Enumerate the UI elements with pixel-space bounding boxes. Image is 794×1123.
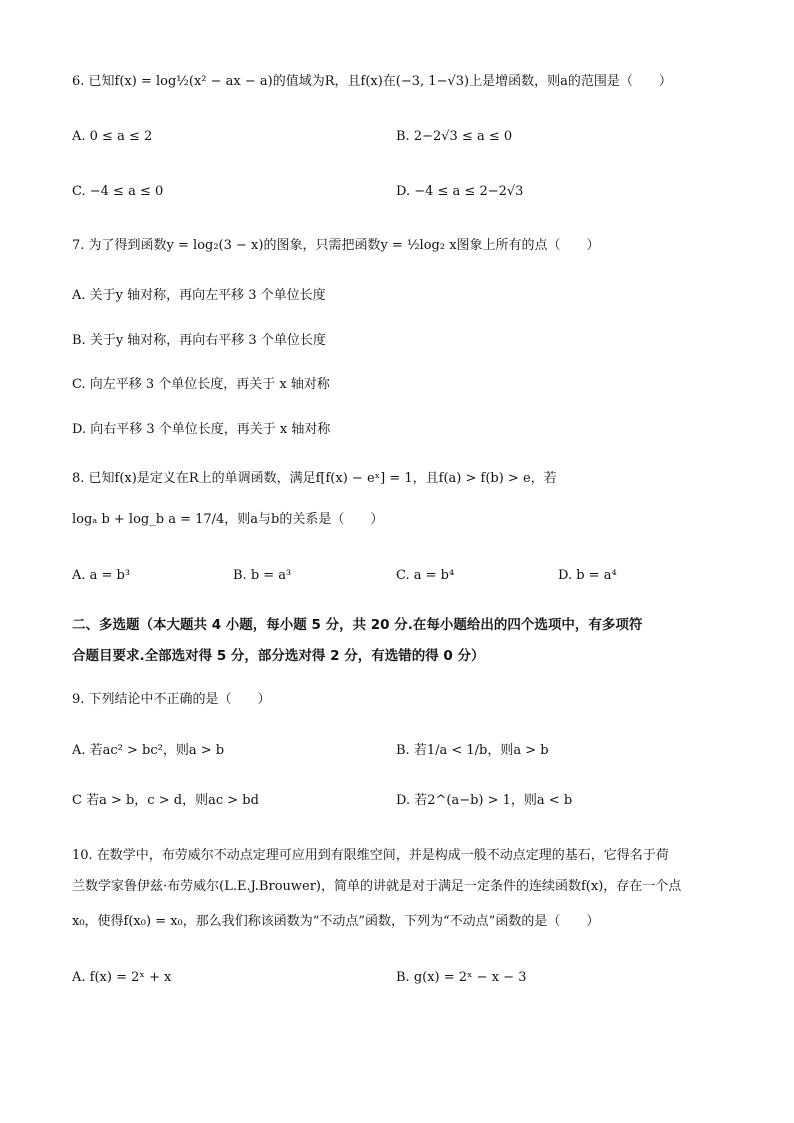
q6-choice-c: C. −4 ≤ a ≤ 0 [72,184,164,199]
q8-stem-line2: logₐ b + log_b a = 17/4，则a与b的关系是（ ） [72,512,384,527]
section2-header-line1: 二、多选题（本大题共 4 小题，每小题 5 分，共 20 分.在每小题给出的四个选项中，有多项符 [72,617,643,633]
q9-choice-b: B. 若1/a < 1/b，则a > b [396,743,549,758]
q8-choice-d: D. b = a⁴ [558,568,617,583]
q6-choice-b: B. 2−2√3 ≤ a ≤ 0 [396,129,513,144]
q10-stem-line3: x₀，使得f(x₀) = x₀，那么我们称该函数为“不动点”函数，下列为“不动点”函数的是（ ） [72,914,600,929]
q6-choice-d: D. −4 ≤ a ≤ 2−2√3 [396,184,524,199]
q9-choice-a: A. 若ac² > bc²，则a > b [72,743,225,758]
q9-choice-d: D. 若2^(a−b) > 1，则a < b [396,793,573,808]
q8-stem-line1: 8. 已知f(x)是定义在R上的单调函数，满足f[f(x) − eˣ] = 1，且f(a) > f(b) > e，若 [72,471,557,486]
q7-stem: 7. 为了得到函数y = log₂(3 − x)的图象，只需把函数y = ½log₂ x图象上所有的点（ ） [72,238,600,253]
q10-choice-a: A. f(x) = 2ˣ + x [72,970,172,985]
q10-choice-b: B. g(x) = 2ˣ − x − 3 [396,970,527,985]
q9-stem: 9. 下列结论中不正确的是（ ） [72,692,271,707]
q8-choice-b: B. b = a³ [233,568,292,583]
q10-stem-line1: 10. 在数学中，布劳威尔不动点定理可应用到有限维空间，并是构成一般不动点定理的基石，它得名于荷 [72,848,669,863]
q7-choice-d: D. 向右平移 3 个单位长度，再关于 x 轴对称 [72,422,331,437]
q6-stem: 6. 已知f(x) = log½(x² − ax − a)的值域为R，且f(x)在(−3, 1−√3)上是增函数，则a的范围是（ ） [72,74,672,89]
q8-choice-c: C. a = b⁴ [396,568,455,583]
q6-choice-a: A. 0 ≤ a ≤ 2 [72,129,153,144]
section2-header-line2: 合题目要求.全部选对得 5 分，部分选对得 2 分，有选错的得 0 分） [72,648,485,664]
q10-stem-line2: 兰数学家鲁伊兹·布劳威尔(L.E.J.Brouwer)，简单的讲就是对于满足一定条件的连续函数f(x)，存在一个点 [72,879,682,894]
q9-choice-c: C 若a > b，c > d，则ac > bd [72,793,259,808]
q8-choice-a: A. a = b³ [72,568,131,583]
q7-choice-c: C. 向左平移 3 个单位长度，再关于 x 轴对称 [72,377,330,392]
q7-choice-b: B. 关于y 轴对称，再向右平移 3 个单位长度 [72,333,326,348]
q7-choice-a: A. 关于y 轴对称，再向左平移 3 个单位长度 [72,288,326,303]
